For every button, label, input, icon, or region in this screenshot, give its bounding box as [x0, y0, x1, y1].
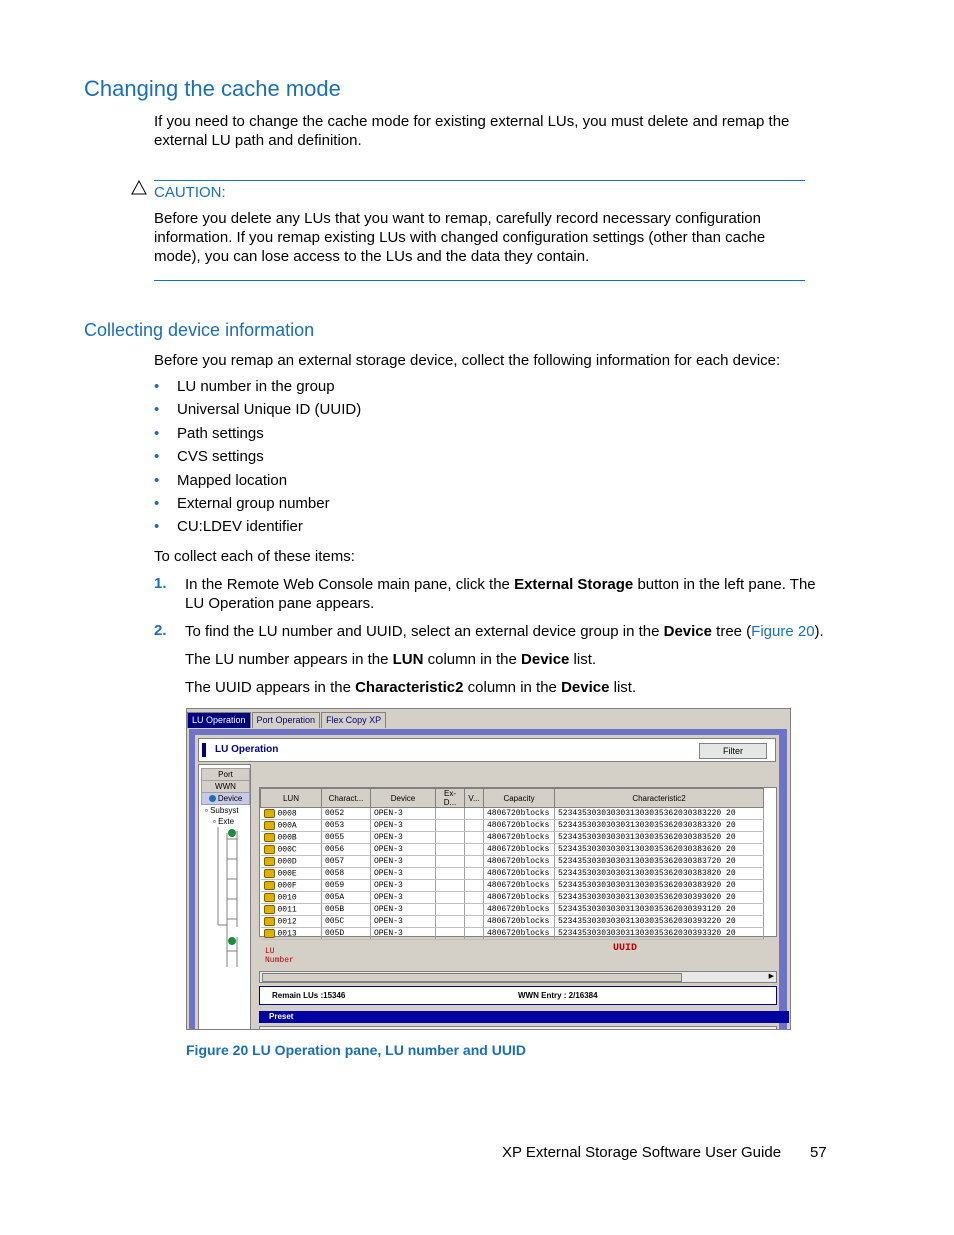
remain-lus: Remain LUs :15346 — [272, 991, 346, 1000]
table-row[interactable] — [261, 928, 764, 940]
table-cell — [465, 868, 484, 880]
port-button[interactable]: Port — [201, 768, 250, 781]
disk-icon — [264, 869, 275, 878]
table-cell: OPEN-3 — [371, 808, 436, 820]
figure-caption: Figure 20 LU Operation pane, LU number and UUID — [186, 1042, 526, 1058]
table-row[interactable] — [261, 844, 764, 856]
table-row[interactable] — [261, 856, 764, 868]
tree-item-subsystem[interactable]: ▫ Subsyst — [205, 806, 239, 815]
table-cell: 0055 — [322, 832, 371, 844]
table-cell: 5234353030303031303035362030393120 20 — [555, 904, 764, 916]
table-cell — [465, 808, 484, 820]
table-cell: 4806720blocks — [484, 892, 555, 904]
intro-paragraph: If you need to change the cache mode for existing external LUs, you must delete and remap the external LU path and definition. — [154, 113, 790, 149]
table-cell: OPEN-3 — [371, 916, 436, 928]
pane-body — [195, 735, 779, 1029]
table-cell: 005D — [322, 928, 371, 940]
lu-operation-screenshot — [186, 708, 791, 1030]
table-cell: 000E — [261, 868, 322, 880]
column-header-device[interactable]: Device — [371, 789, 436, 808]
caution-top-rule — [154, 180, 805, 181]
section-heading: Changing the cache mode — [84, 76, 341, 101]
filter-button[interactable]: Filter — [699, 743, 767, 759]
table-row[interactable] — [261, 832, 764, 844]
table-cell — [465, 856, 484, 868]
tree-lines — [213, 827, 249, 967]
table-row[interactable] — [261, 868, 764, 880]
subsection-heading: Collecting device information — [84, 320, 315, 340]
tab-strip — [187, 712, 387, 728]
table-row[interactable] — [261, 904, 764, 916]
tab-flex-copy-xp[interactable]: Flex Copy XP — [321, 712, 386, 728]
table-row[interactable] — [261, 892, 764, 904]
table-cell: 5234353030303031303035362030383620 20 — [555, 844, 764, 856]
collect-intro: Before you remap an external storage device, collect the following information for each device: — [154, 352, 781, 369]
table-cell: 5234353030303031303035362030393220 20 — [555, 916, 764, 928]
table-cell: 0012 — [261, 916, 322, 928]
warning-triangle-icon — [131, 180, 147, 196]
disk-icon — [264, 881, 275, 890]
disk-icon — [264, 821, 275, 830]
disk-icon — [264, 917, 275, 926]
info-bullet-list — [154, 378, 361, 542]
table-cell: OPEN-3 — [371, 844, 436, 856]
scrollbar-thumb[interactable] — [262, 973, 682, 982]
pane-title: LU Operation — [215, 744, 279, 755]
page-number: 57 — [810, 1144, 827, 1161]
table-cell: 4806720blocks — [484, 904, 555, 916]
column-header-v[interactable]: V... — [465, 789, 484, 808]
preset-list — [259, 1026, 777, 1030]
table-cell — [465, 820, 484, 832]
table-cell: 5234353030303031303035362030383220 20 — [555, 808, 764, 820]
table-cell — [436, 868, 465, 880]
wwn-entry: WWN Entry : 2/16384 — [518, 991, 598, 1000]
tab-lu-operation[interactable]: LU Operation — [187, 712, 251, 728]
list-item: • CVS settings — [154, 448, 264, 466]
tab-port-operation[interactable]: Port Operation — [252, 712, 321, 728]
table-cell: 5234353030303031303035362030393020 20 — [555, 892, 764, 904]
table-header-row — [261, 789, 764, 808]
column-header-characteristic2[interactable]: Characteristic2 — [555, 789, 764, 808]
wwn-button[interactable]: WWN — [201, 780, 250, 793]
table-cell: OPEN-3 — [371, 880, 436, 892]
uuid-annotation: UUID — [613, 943, 638, 954]
table-cell: 5234353030303031303035362030383920 20 — [555, 880, 764, 892]
table-cell: 0013 — [261, 928, 322, 940]
table-cell: 4806720blocks — [484, 832, 555, 844]
list-item: • Universal Unique ID (UUID) — [154, 401, 362, 419]
table-cell: 0056 — [322, 844, 371, 856]
table-cell — [436, 928, 465, 940]
table-cell — [465, 832, 484, 844]
table-cell: 000A — [261, 820, 322, 832]
table-cell: 0052 — [322, 808, 371, 820]
disk-icon — [264, 809, 275, 818]
table-cell: 4806720blocks — [484, 916, 555, 928]
column-header-lun[interactable]: LUN — [261, 789, 322, 808]
status-bar — [259, 986, 777, 1005]
caution-label: CAUTION: — [154, 184, 226, 201]
list-item: • Mapped location — [154, 471, 288, 489]
disk-icon — [264, 893, 275, 902]
table-cell: 0058 — [322, 868, 371, 880]
table-cell: 000D — [261, 856, 322, 868]
column-header-ex-dev[interactable]: Ex-D... — [436, 789, 465, 808]
table-cell — [465, 880, 484, 892]
table-cell: 5234353030303031303035362030383820 20 — [555, 868, 764, 880]
table-cell — [465, 928, 484, 940]
uuid-note: The UUID appears in the Characteristic2 column in the Device list. — [185, 679, 637, 696]
table-cell: 0008 — [261, 808, 322, 820]
lu-number-annotation: LU Number — [265, 947, 294, 965]
folder-icon: ▫ — [213, 817, 216, 826]
table-cell — [465, 916, 484, 928]
table-row[interactable] — [261, 820, 764, 832]
table-cell: 4806720blocks — [484, 808, 555, 820]
table-cell: OPEN-3 — [371, 868, 436, 880]
step-1-text: In the Remote Web Console main pane, click the External Storage button in the left pane. The LU Operation pane appears. — [185, 576, 816, 612]
device-button[interactable]: Device — [201, 792, 250, 805]
table-cell: OPEN-3 — [371, 832, 436, 844]
table-cell: OPEN-3 — [371, 892, 436, 904]
tree-item-external[interactable]: ▫ Exte — [213, 817, 235, 826]
table-cell: 005A — [322, 892, 371, 904]
step-number: 1. — [154, 575, 167, 592]
footer-title: XP External Storage Software User Guide — [502, 1144, 782, 1161]
table-cell: 000B — [261, 832, 322, 844]
table-cell: 4806720blocks — [484, 868, 555, 880]
pane-titlebar — [198, 738, 776, 762]
list-item: • LU number in the group — [154, 378, 335, 395]
column-header-capacity[interactable]: Capacity — [484, 789, 555, 808]
table-cell: 005C — [322, 916, 371, 928]
table-cell — [436, 904, 465, 916]
caution-text: Before you delete any LUs that you want to remap, carefully record necessary configuration information. If you remap existing LUs with changed configuration settings (other than cache mode), you can lose access to the LUs and the data they contain. — [154, 210, 766, 265]
table-cell — [436, 916, 465, 928]
table-cell — [436, 880, 465, 892]
table-cell: 5234353030303031303035362030383720 20 — [555, 856, 764, 868]
device-list-grid — [259, 787, 777, 937]
list-item: • CU:LDEV identifier — [154, 518, 303, 536]
lun-note: The LU number appears in the LUN column in the Device list. — [185, 651, 597, 668]
table-cell: OPEN-3 — [371, 904, 436, 916]
table-cell: OPEN-3 — [371, 820, 436, 832]
horizontal-scrollbar[interactable] — [259, 971, 777, 983]
preset-bar: Preset — [259, 1011, 789, 1023]
disk-icon — [264, 857, 275, 866]
table-cell: 0011 — [261, 904, 322, 916]
table-cell: 4806720blocks — [484, 928, 555, 940]
folder-icon: ▫ — [205, 806, 208, 815]
table-cell — [436, 844, 465, 856]
table-row[interactable] — [261, 880, 764, 892]
table-cell: 4806720blocks — [484, 820, 555, 832]
table-cell: 000C — [261, 844, 322, 856]
table-cell: 0059 — [322, 880, 371, 892]
table-cell: 0010 — [261, 892, 322, 904]
step-number: 2. — [154, 622, 167, 639]
scroll-right-arrow-icon[interactable]: ▶ — [768, 973, 774, 980]
table-cell — [465, 844, 484, 856]
disk-icon — [264, 833, 275, 842]
table-cell — [465, 892, 484, 904]
table-cell — [436, 856, 465, 868]
table-cell — [436, 892, 465, 904]
step-2-text: To find the LU number and UUID, select an external device group in the Device tree (Figure 20). — [185, 623, 824, 640]
list-item: • Path settings — [154, 424, 264, 442]
table-cell — [436, 808, 465, 820]
column-header-characteristic[interactable]: Charact... — [322, 789, 371, 808]
table-cell — [436, 820, 465, 832]
caution-bottom-rule — [154, 280, 805, 281]
disk-icon — [264, 845, 275, 854]
table-cell: OPEN-3 — [371, 928, 436, 940]
pane-frame — [189, 729, 787, 1029]
table-cell: 0057 — [322, 856, 371, 868]
table-cell: 4806720blocks — [484, 856, 555, 868]
figure-link[interactable]: Figure 20 — [751, 623, 815, 640]
table-cell: 4806720blocks — [484, 880, 555, 892]
table-cell: 5234353030303031303035362030383320 20 — [555, 820, 764, 832]
table-cell — [465, 904, 484, 916]
table-cell: 005B — [322, 904, 371, 916]
device-list-table — [260, 788, 764, 940]
device-tree-pane — [198, 764, 251, 1030]
table-cell: 0053 — [322, 820, 371, 832]
disk-icon — [264, 905, 275, 914]
table-cell: 5234353030303031303035362030383520 20 — [555, 832, 764, 844]
table-cell: 5234353030303031303035362030393320 20 — [555, 928, 764, 940]
table-cell: 4806720blocks — [484, 844, 555, 856]
table-cell — [436, 832, 465, 844]
disk-icon — [264, 929, 275, 938]
list-item: • External group number — [154, 494, 330, 512]
table-cell: OPEN-3 — [371, 856, 436, 868]
table-row[interactable] — [261, 916, 764, 928]
to-collect-text: To collect each of these items: — [154, 548, 355, 565]
table-row[interactable] — [261, 808, 764, 820]
table-cell: 000F — [261, 880, 322, 892]
